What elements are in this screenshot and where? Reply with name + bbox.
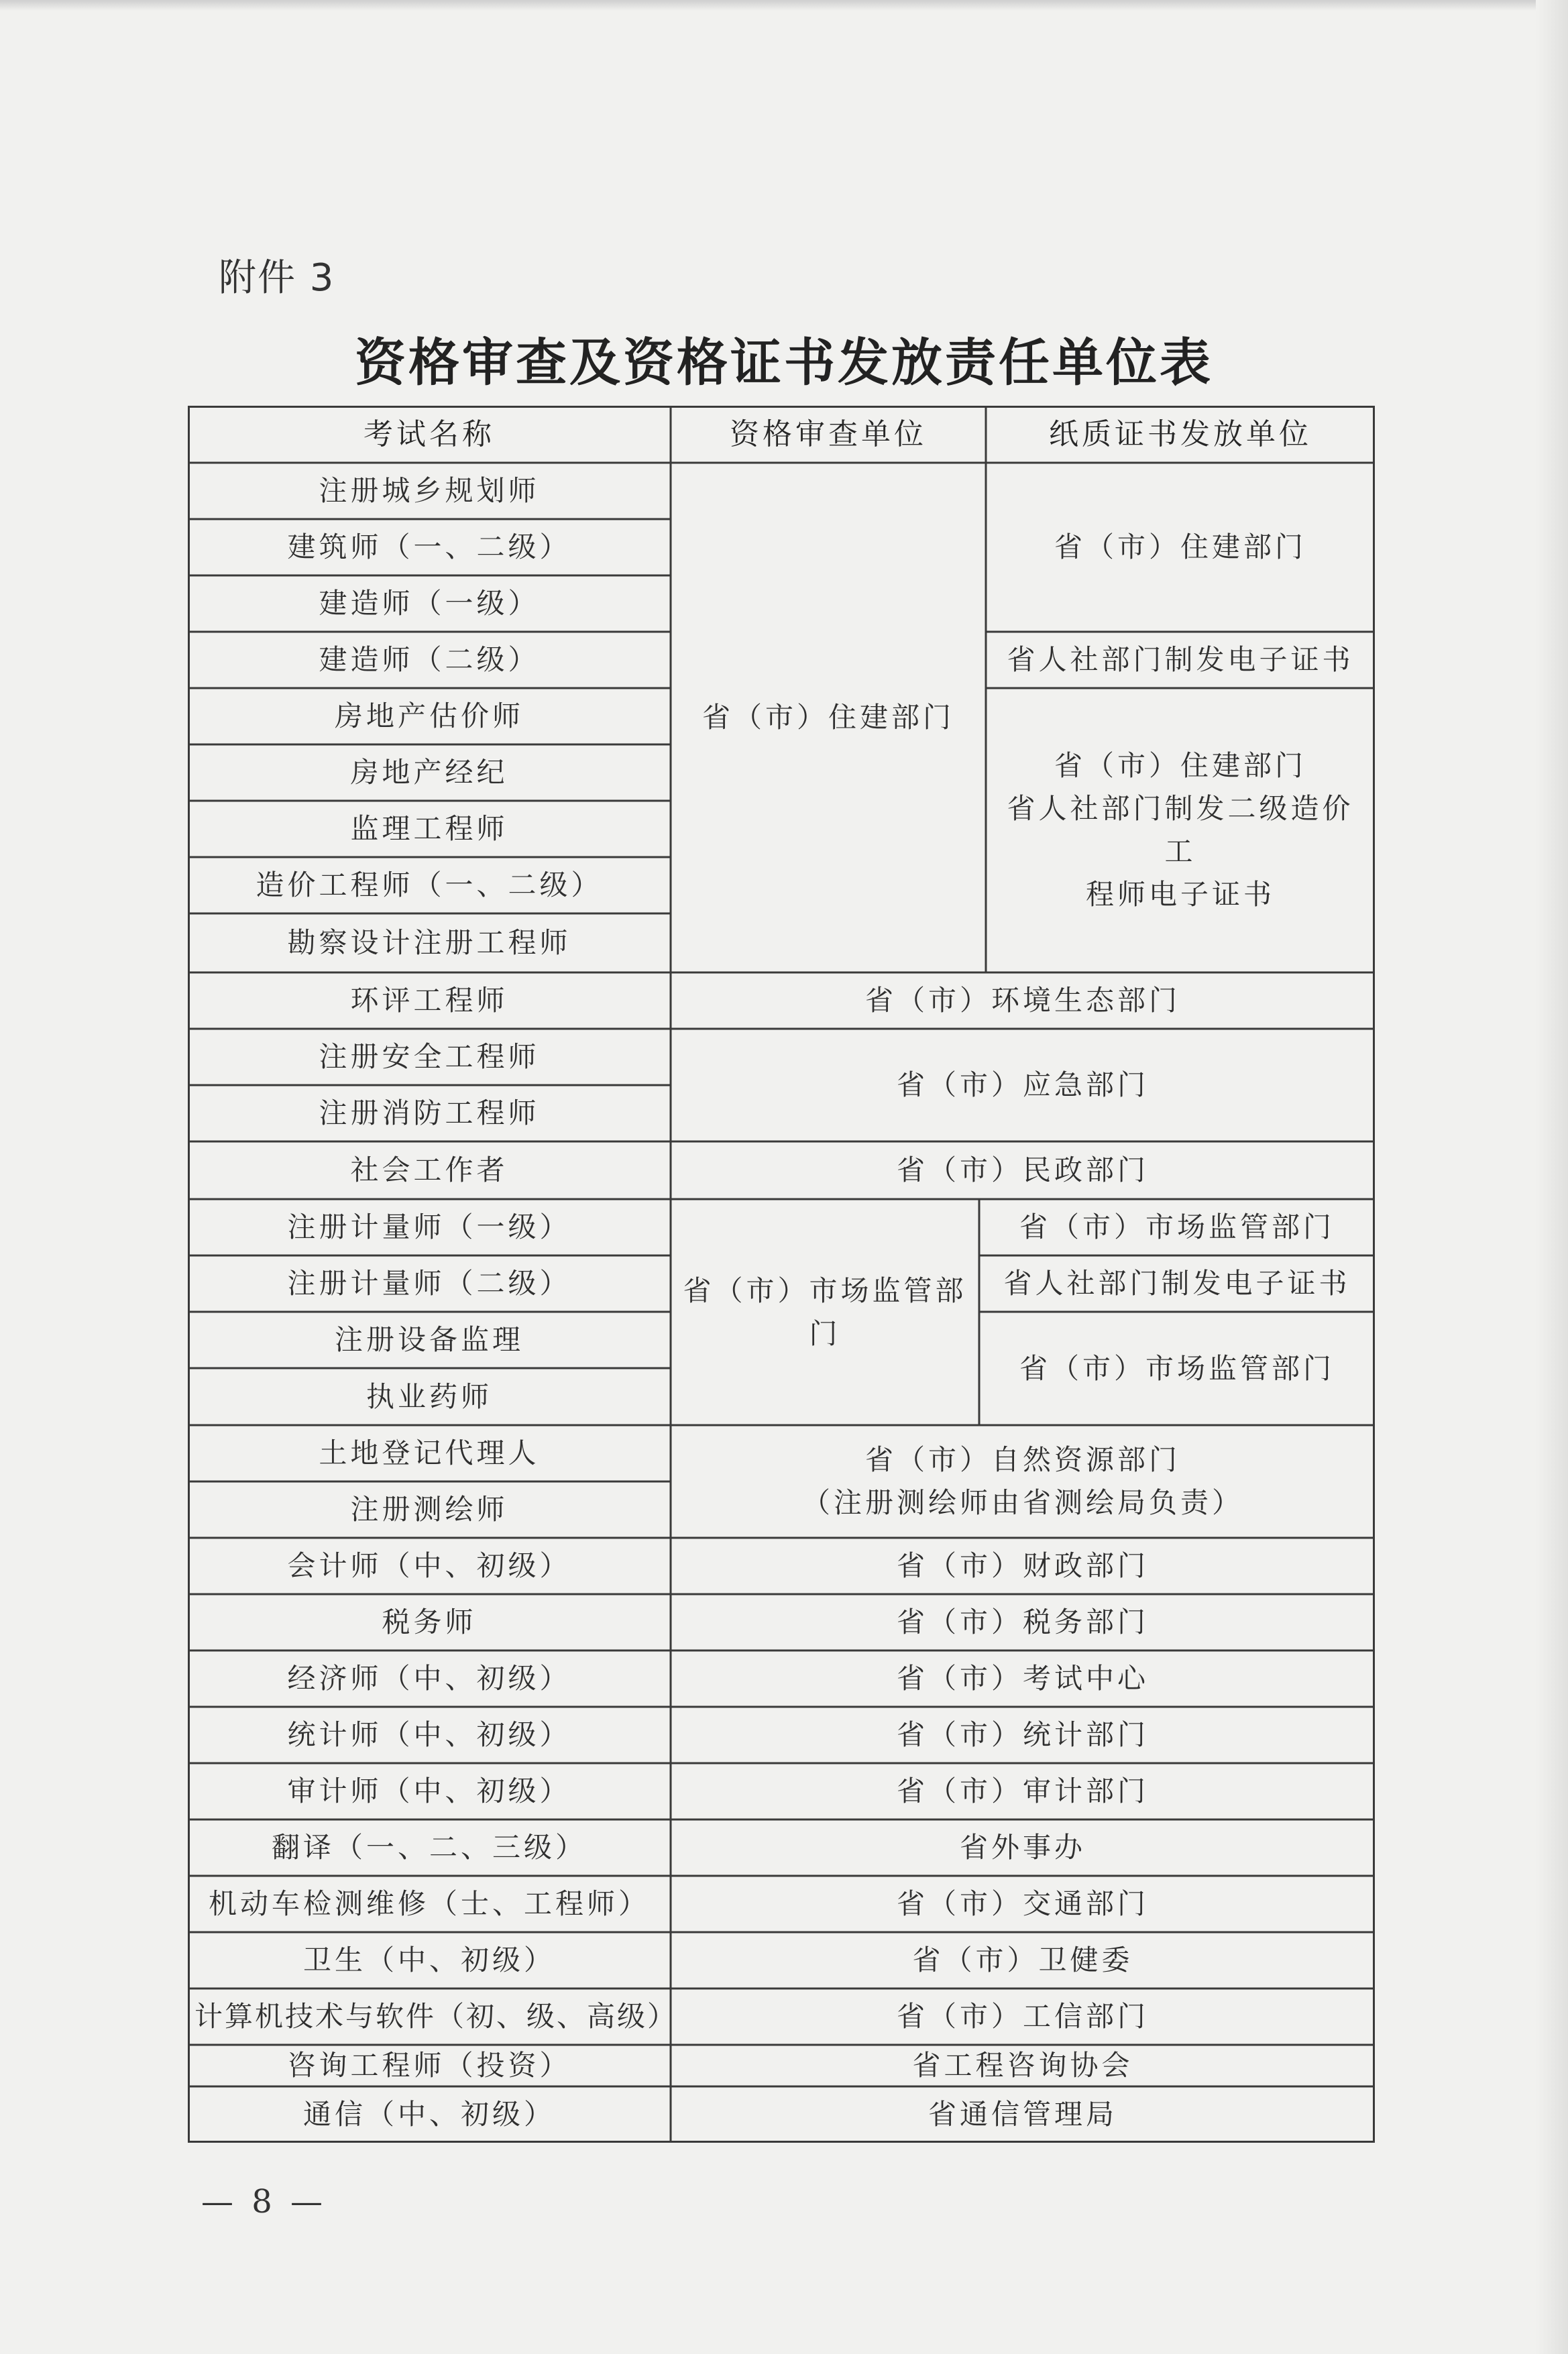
unit-consulting-association: 省工程咨询协会	[912, 2049, 1133, 2082]
unit-audit: 省（市）审计部门	[896, 1775, 1149, 1807]
exam-name: 注册计量师（一级）	[287, 1211, 571, 1243]
exam-name: 注册安全工程师	[319, 1040, 540, 1073]
exam-name: 审计师（中、初级）	[287, 1775, 571, 1807]
unit-telecom: 省通信管理局	[928, 2098, 1117, 2131]
exam-name: 卫生（中、初级）	[302, 1944, 555, 1976]
exam-name: 造价工程师（一、二级）	[256, 868, 603, 901]
exam-name: 房地产估价师	[334, 699, 524, 732]
cert-line: 程师电子证书	[1085, 878, 1275, 911]
header-exam-name: 考试名称	[363, 416, 495, 451]
unit-emergency: 省（市）应急部门	[896, 1068, 1149, 1101]
cert-unit-construction-cost	[986, 688, 1375, 972]
unit-environment: 省（市）环境生态部门	[864, 984, 1180, 1017]
exam-name: 监理工程师	[350, 812, 508, 845]
unit-health: 省（市）卫健委	[912, 1944, 1133, 1976]
exam-name: 社会工作者	[350, 1154, 508, 1186]
exam-name: 建造师（一级）	[319, 587, 540, 620]
unit-transport: 省（市）交通部门	[896, 1887, 1149, 1920]
exam-name: 通信（中、初级）	[302, 2098, 555, 2131]
exam-name: 税务师	[382, 1606, 477, 1638]
scan-edge-top	[0, 0, 1568, 11]
exam-name: 房地产经纪	[350, 756, 508, 789]
cert-line: 省人社部门制发二级造价工	[1007, 792, 1354, 868]
exam-name: 环评工程师	[350, 984, 508, 1017]
cert-line: 省（市）住建部门	[1054, 749, 1306, 782]
exam-name: 统计师（中、初级）	[287, 1718, 571, 1751]
unit-civil-affairs: 省（市）民政部门	[896, 1154, 1149, 1186]
cert-unit-market-2: 省（市）市场监管部门	[1019, 1351, 1335, 1385]
cert-unit-hr-electronic: 省人社部门制发电子证书	[1007, 643, 1354, 676]
unit-exam-center: 省（市）考试中心	[896, 1662, 1149, 1695]
exam-name: 翻译（一、二、三级）	[271, 1831, 587, 1864]
page-title: 资格审查及资格证书发放责任单位表	[355, 333, 1213, 392]
attachment-label: 附件 3	[219, 256, 335, 300]
responsibility-table	[188, 406, 1375, 2143]
cert-unit-market-1: 省（市）市场监管部门	[1019, 1211, 1335, 1243]
exam-name: 建筑师（一、二级）	[287, 530, 571, 563]
exam-name: 经济师（中、初级）	[287, 1662, 571, 1695]
unit-natural-resources	[671, 1425, 1375, 1538]
exam-name: 会计师（中、初级）	[287, 1549, 571, 1582]
exam-name: 执业药师	[366, 1380, 492, 1413]
exam-name: 注册测绘师	[350, 1493, 508, 1526]
exam-name: 注册消防工程师	[319, 1097, 540, 1129]
exam-name: 注册城乡规划师	[319, 474, 540, 507]
exam-name: 计算机技术与软件（初、级、高级）	[194, 2000, 678, 2033]
review-unit-market: 省（市）市场监管部门	[683, 1274, 967, 1350]
cert-unit-market-hr: 省人社部门制发电子证书	[1003, 1267, 1351, 1300]
exam-name: 咨询工程师（投资）	[287, 2049, 571, 2082]
page-number: — 8 —	[201, 2183, 327, 2221]
exam-name: 注册设备监理	[334, 1323, 524, 1356]
header-review-unit: 资格审查单位	[730, 416, 927, 451]
exam-name: 注册计量师（二级）	[287, 1267, 571, 1300]
unit-finance: 省（市）财政部门	[896, 1549, 1149, 1582]
exam-name: 勘察设计注册工程师	[287, 926, 571, 959]
unit-line: 省（市）自然资源部门	[864, 1443, 1180, 1476]
exam-name: 机动车检测维修（士、工程师）	[208, 1887, 650, 1920]
exam-name: 建造师（二级）	[319, 643, 540, 676]
header-cert-unit: 纸质证书发放单位	[1049, 416, 1312, 451]
unit-line: （注册测绘师由省测绘局负责）	[801, 1486, 1243, 1519]
unit-industry-it: 省（市）工信部门	[896, 2000, 1149, 2033]
unit-foreign-affairs: 省外事办	[959, 1831, 1086, 1864]
unit-tax: 省（市）税务部门	[896, 1606, 1149, 1638]
exam-name: 土地登记代理人	[319, 1437, 540, 1469]
unit-statistics: 省（市）统计部门	[896, 1718, 1149, 1751]
review-unit-construction: 省（市）住建部门	[702, 701, 954, 734]
cert-unit-construction: 省（市）住建部门	[1054, 530, 1306, 563]
